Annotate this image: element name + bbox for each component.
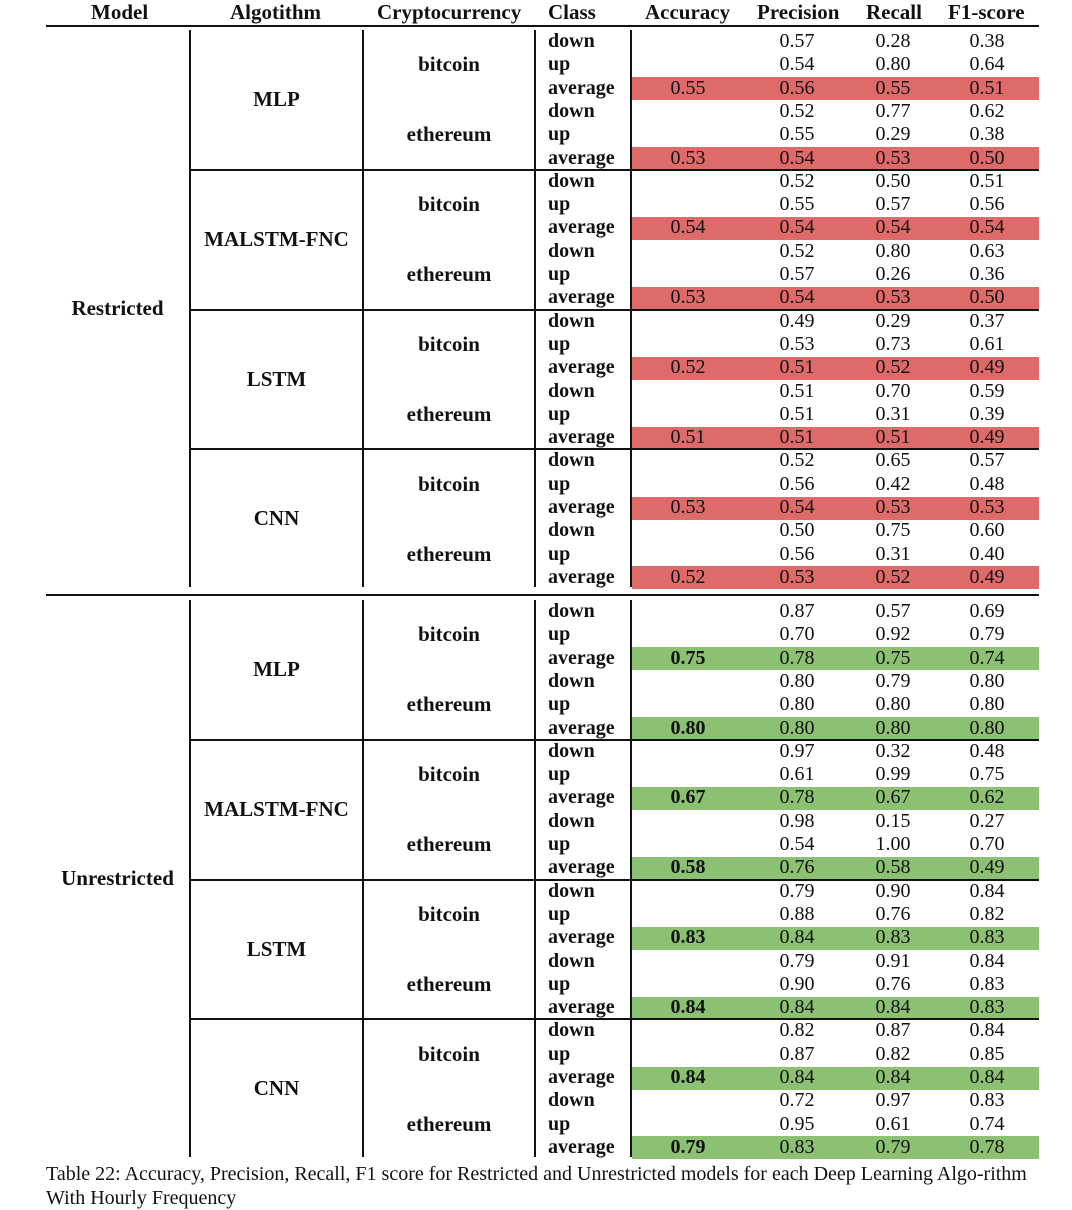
f1-cell: 0.84 [969,879,1005,902]
recall-cell: 0.80 [875,239,911,262]
f1-cell: 0.51 [969,76,1005,99]
header-recall: Recall [866,0,922,24]
recall-cell: 0.53 [875,146,911,169]
recall-cell: 0.52 [875,565,911,588]
recall-cell: 0.65 [875,449,911,472]
class-cell: up [548,623,571,646]
recall-cell: 0.91 [875,949,911,972]
cryptocurrency-label: bitcoin [418,331,480,356]
class-cell: down [548,600,595,622]
precision-cell: 0.70 [779,623,815,646]
f1-cell: 0.84 [969,949,1005,972]
class-cell: average [548,786,615,809]
recall-cell: 0.73 [875,332,911,355]
class-cell: average [548,716,615,739]
class-cell: average [548,356,615,379]
class-cell: up [548,902,571,925]
recall-cell: 0.80 [875,53,911,76]
precision-cell: 0.52 [779,169,815,192]
algorithm-label: MALSTM-FNC [204,226,349,251]
recall-cell: 0.26 [875,263,911,285]
class-cell: up [548,402,571,425]
algorithm-label: MALSTM-FNC [204,796,349,821]
accuracy-cell: 0.58 [670,856,706,879]
cryptocurrency-label: ethereum [406,832,492,856]
f1-cell: 0.57 [969,449,1005,472]
class-cell: down [548,239,595,262]
header-algorithm: Algotithm [230,0,321,24]
accuracy-cell: 0.51 [670,426,706,449]
recall-cell: 0.75 [875,646,911,669]
f1-cell: 0.60 [969,519,1005,542]
cryptocurrency-label: bitcoin [418,52,480,77]
recall-cell: 0.52 [875,356,911,379]
accuracy-cell: 0.52 [670,356,706,379]
recall-cell: 0.58 [875,856,911,879]
precision-cell: 0.72 [779,1089,815,1112]
precision-cell: 0.83 [779,1135,815,1158]
f1-cell: 0.85 [969,1042,1005,1065]
recall-cell: 0.42 [875,472,911,495]
recall-cell: 0.55 [875,76,911,99]
precision-cell: 0.78 [779,646,815,669]
class-cell: up [548,263,571,285]
algorithm-label: MLP [253,86,300,111]
precision-cell: 0.61 [779,763,815,786]
group-label: Restricted [71,295,164,320]
class-cell: up [548,693,571,716]
accuracy-cell: 0.55 [670,76,706,99]
recall-cell: 0.83 [875,926,911,949]
class-cell: average [548,1066,615,1088]
f1-cell: 0.79 [969,623,1005,646]
f1-cell: 0.84 [969,1066,1005,1088]
accuracy-cell: 0.53 [670,286,706,309]
precision-cell: 0.78 [779,786,815,809]
class-cell: average [548,216,615,239]
precision-cell: 0.56 [779,76,815,99]
recall-cell: 0.84 [875,996,911,1019]
f1-cell: 0.38 [969,123,1005,146]
precision-cell: 0.52 [779,449,815,472]
cryptocurrency-label: ethereum [406,262,492,286]
precision-cell: 0.55 [779,193,815,216]
class-cell: average [548,565,615,588]
precision-cell: 0.56 [779,472,815,495]
recall-cell: 0.53 [875,286,911,309]
class-cell: down [548,949,595,972]
header-accuracy: Accuracy [645,0,731,24]
accuracy-cell: 0.84 [670,996,706,1019]
precision-cell: 0.84 [779,1066,815,1088]
f1-cell: 0.49 [969,356,1005,379]
precision-cell: 0.53 [779,565,815,588]
header-cryptocurrency: Cryptocurrency [377,0,522,24]
class-cell: average [548,286,615,309]
precision-cell: 0.50 [779,519,815,542]
f1-cell: 0.40 [969,542,1005,565]
f1-cell: 0.83 [969,1089,1005,1112]
recall-cell: 0.54 [875,216,911,239]
recall-cell: 0.32 [875,739,911,762]
recall-cell: 0.28 [875,30,911,52]
class-cell: up [548,763,571,786]
header-precision: Precision [757,0,840,24]
precision-cell: 0.51 [779,426,815,449]
f1-cell: 0.51 [969,169,1005,192]
class-cell: down [548,1089,595,1112]
recall-cell: 1.00 [875,833,911,855]
f1-cell: 0.62 [969,786,1005,809]
accuracy-cell: 0.53 [670,496,706,518]
header-class: Class [548,0,596,24]
class-cell: up [548,53,571,76]
precision-cell: 0.51 [779,402,815,425]
class-cell: average [548,1135,615,1158]
algorithm-label: LSTM [246,936,307,961]
f1-cell: 0.39 [969,402,1005,425]
precision-cell: 0.54 [779,146,815,169]
f1-cell: 0.38 [969,30,1005,52]
accuracy-cell: 0.75 [670,646,706,669]
f1-cell: 0.61 [969,332,1005,355]
precision-cell: 0.54 [779,216,815,239]
accuracy-cell: 0.67 [670,786,706,809]
cryptocurrency-label: ethereum [406,541,492,566]
precision-cell: 0.49 [779,309,815,332]
precision-cell: 0.79 [779,949,815,972]
precision-cell: 0.87 [779,600,815,622]
f1-cell: 0.83 [969,996,1005,1019]
f1-cell: 0.56 [969,193,1005,216]
cryptocurrency-label: ethereum [406,971,492,996]
recall-cell: 0.79 [875,1135,911,1158]
precision-cell: 0.57 [779,30,815,52]
precision-cell: 0.76 [779,856,815,879]
class-cell: average [548,426,615,449]
header-model: Model [91,0,149,24]
f1-cell: 0.74 [969,646,1005,669]
accuracy-cell: 0.52 [670,565,706,588]
cryptocurrency-label: ethereum [406,1111,492,1136]
f1-cell: 0.37 [969,309,1005,332]
precision-cell: 0.52 [779,239,815,262]
f1-cell: 0.80 [969,693,1005,716]
precision-cell: 0.95 [779,1112,815,1135]
class-cell: up [548,332,571,355]
class-cell: average [548,646,615,669]
cryptocurrency-label: ethereum [406,401,492,426]
recall-cell: 0.15 [875,809,911,832]
f1-cell: 0.83 [969,926,1005,949]
class-cell: down [548,449,595,472]
f1-cell: 0.84 [969,1019,1005,1042]
accuracy-cell: 0.53 [670,146,706,169]
cryptocurrency-label: ethereum [406,122,492,147]
recall-cell: 0.77 [875,99,911,122]
class-cell: up [548,542,571,565]
recall-cell: 0.76 [875,972,911,995]
precision-cell: 0.53 [779,332,815,355]
f1-cell: 0.49 [969,856,1005,879]
precision-cell: 0.52 [779,99,815,122]
accuracy-cell: 0.79 [670,1135,706,1158]
f1-cell: 0.82 [969,902,1005,925]
algorithm-label: MLP [253,656,300,681]
class-cell: down [548,1019,595,1042]
recall-cell: 0.67 [875,786,911,809]
class-cell: down [548,739,595,762]
f1-cell: 0.80 [969,669,1005,692]
f1-cell: 0.36 [969,263,1005,285]
cryptocurrency-label: bitcoin [418,901,480,926]
precision-cell: 0.54 [779,286,815,309]
class-cell: down [548,809,595,832]
accuracy-cell: 0.80 [670,716,706,739]
accuracy-cell: 0.84 [670,1066,706,1088]
f1-cell: 0.78 [969,1135,1005,1158]
f1-cell: 0.49 [969,426,1005,449]
precision-cell: 0.80 [779,669,815,692]
recall-cell: 0.53 [875,496,911,518]
f1-cell: 0.48 [969,739,1005,762]
algorithm-label: CNN [253,1076,300,1101]
precision-cell: 0.54 [779,833,815,855]
recall-cell: 0.61 [875,1112,911,1135]
precision-cell: 0.54 [779,496,815,518]
f1-cell: 0.62 [969,99,1005,122]
recall-cell: 0.92 [875,623,911,646]
recall-cell: 0.57 [875,600,911,622]
recall-cell: 0.75 [875,519,911,542]
class-cell: up [548,123,571,146]
class-cell: average [548,496,615,518]
group-label: Unrestricted [61,865,174,890]
header-f1-score: F1-score [948,0,1025,24]
f1-cell: 0.48 [969,472,1005,495]
precision-cell: 0.80 [779,716,815,739]
class-cell: down [548,99,595,122]
recall-cell: 0.50 [875,169,911,192]
class-cell: down [548,309,595,332]
precision-cell: 0.51 [779,379,815,402]
table-caption: Table 22: Accuracy, Precision, Recall, F1 score for Restricted and Unrestricted models for each Deep Learning Algo-rithm With Hourly Frequency [46,1163,1027,1209]
recall-cell: 0.57 [875,193,911,216]
accuracy-cell: 0.83 [670,926,706,949]
class-cell: up [548,193,571,216]
recall-cell: 0.76 [875,902,911,925]
recall-cell: 0.90 [875,879,911,902]
cryptocurrency-label: bitcoin [418,471,480,496]
precision-cell: 0.55 [779,123,815,146]
cryptocurrency-label: ethereum [406,692,492,717]
precision-cell: 0.87 [779,1042,815,1065]
f1-cell: 0.50 [969,146,1005,169]
recall-cell: 0.31 [875,542,911,565]
class-cell: average [548,856,615,879]
precision-cell: 0.80 [779,693,815,716]
class-cell: up [548,833,571,855]
precision-cell: 0.98 [779,809,815,832]
cryptocurrency-label: bitcoin [418,192,480,217]
header-rule [46,25,1039,27]
class-cell: down [548,30,595,52]
f1-cell: 0.75 [969,763,1005,786]
class-cell: average [548,146,615,169]
class-cell: average [548,76,615,99]
class-cell: up [548,472,571,495]
recall-cell: 0.80 [875,716,911,739]
recall-cell: 0.29 [875,309,911,332]
cryptocurrency-label: bitcoin [418,762,480,787]
recall-cell: 0.79 [875,669,911,692]
precision-cell: 0.51 [779,356,815,379]
recall-cell: 0.84 [875,1066,911,1088]
precision-cell: 0.54 [779,53,815,76]
class-cell: average [548,926,615,949]
class-cell: down [548,519,595,542]
f1-cell: 0.83 [969,972,1005,995]
precision-cell: 0.56 [779,542,815,565]
algorithm-label: LSTM [246,366,307,391]
precision-cell: 0.90 [779,972,815,995]
recall-cell: 0.99 [875,763,911,786]
group-rule [46,594,1039,596]
cryptocurrency-label: bitcoin [418,622,480,647]
cryptocurrency-label: bitcoin [418,1041,480,1066]
recall-cell: 0.87 [875,1019,911,1042]
recall-cell: 0.70 [875,379,911,402]
f1-cell: 0.69 [969,600,1005,622]
f1-cell: 0.54 [969,216,1005,239]
f1-cell: 0.70 [969,833,1005,855]
precision-cell: 0.84 [779,926,815,949]
f1-cell: 0.63 [969,239,1005,262]
class-cell: up [548,972,571,995]
recall-cell: 0.82 [875,1042,911,1065]
f1-cell: 0.64 [969,53,1005,76]
precision-cell: 0.88 [779,902,815,925]
accuracy-cell: 0.54 [670,216,706,239]
precision-cell: 0.82 [779,1019,815,1042]
precision-cell: 0.84 [779,996,815,1019]
recall-cell: 0.29 [875,123,911,146]
algorithm-label: CNN [253,506,300,531]
precision-cell: 0.97 [779,739,815,762]
class-cell: down [548,879,595,902]
precision-cell: 0.57 [779,263,815,285]
f1-cell: 0.74 [969,1112,1005,1135]
class-cell: up [548,1112,571,1135]
f1-cell: 0.80 [969,716,1005,739]
recall-cell: 0.51 [875,426,911,449]
f1-cell: 0.27 [969,809,1005,832]
f1-cell: 0.50 [969,286,1005,309]
class-cell: average [548,996,615,1019]
class-cell: down [548,379,595,402]
precision-cell: 0.79 [779,879,815,902]
class-cell: down [548,669,595,692]
f1-cell: 0.49 [969,565,1005,588]
f1-cell: 0.53 [969,496,1005,518]
class-cell: down [548,169,595,192]
f1-cell: 0.59 [969,379,1005,402]
recall-cell: 0.31 [875,402,911,425]
class-cell: up [548,1042,571,1065]
recall-cell: 0.97 [875,1089,911,1112]
recall-cell: 0.80 [875,693,911,716]
